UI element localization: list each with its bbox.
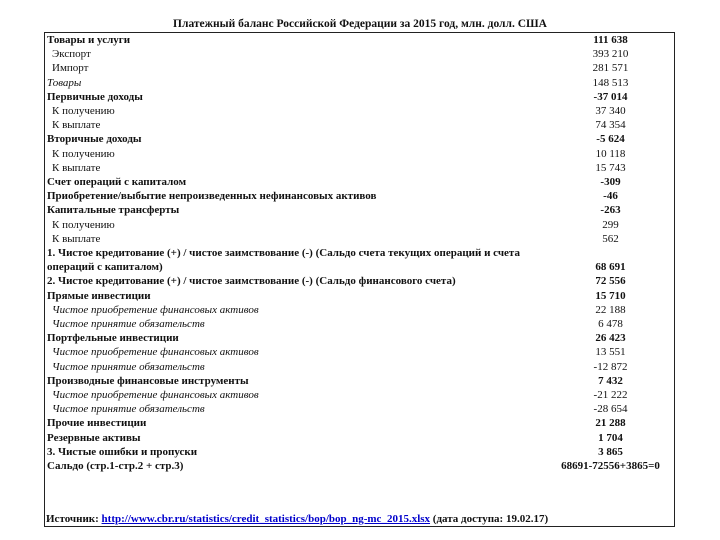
row-value: -5 624 (596, 133, 625, 146)
table-row (44, 175, 674, 189)
row-value: 22 188 (595, 303, 626, 316)
row-value: 562 (602, 232, 619, 245)
table-row (44, 189, 674, 203)
table-row (44, 402, 674, 416)
row-value: 299 (602, 218, 619, 231)
row-value: 37 340 (595, 105, 626, 118)
row-label: Чистое принятие обязательств (52, 403, 205, 416)
row-label: Резервные активы (47, 431, 141, 444)
row-label: Чистое приобретение финансовых активов (52, 389, 259, 402)
row-label: К получению (52, 147, 115, 160)
row-label: Капитальные трансферты (47, 204, 180, 217)
row-value: -309 (600, 176, 621, 189)
row-value: 68691-72556+3865=0 (561, 460, 660, 473)
table-row (44, 104, 674, 118)
table-row (44, 360, 674, 374)
document-title: Платежный баланс Российской Федерации за 2015 год, млн. долл. США (173, 18, 547, 30)
row-label: К получению (52, 218, 115, 231)
row-value: 393 210 (592, 48, 629, 61)
table-row (44, 47, 674, 61)
row-value: 13 551 (595, 346, 626, 359)
row-label: Первичные доходы (47, 90, 143, 103)
table-row (44, 61, 674, 75)
table-row (44, 445, 674, 459)
row-value: 26 423 (595, 332, 626, 345)
row-label: Товары и услуги (47, 34, 131, 46)
source-suffix: (дата доступа: 19.02.17) (430, 513, 549, 525)
row-value: 21 288 (595, 417, 626, 430)
row-label: Товары (47, 76, 82, 89)
row-value: 1 704 (598, 431, 623, 444)
table-row (44, 345, 674, 359)
row-value: 281 571 (592, 62, 629, 75)
table-row (44, 203, 674, 217)
table-row (44, 416, 674, 430)
table-row (44, 317, 674, 331)
row-value: -28 654 (593, 403, 628, 416)
row-label: К выплате (52, 161, 101, 174)
row-label: Чистое приобретение финансовых активов (52, 303, 259, 316)
row-label: Вторичные доходы (47, 133, 142, 146)
row-label: 2. Чистое кредитование (+) / чистое заимствование (-) (Сальдо финансового счета) (47, 275, 456, 288)
table-row (44, 374, 674, 388)
table-row (44, 459, 674, 473)
row-value: 7 432 (598, 374, 623, 387)
row-value: 3 865 (598, 445, 623, 458)
table-row (44, 274, 674, 288)
row-label: Сальдо (стр.1-стр.2 + стр.3) (47, 460, 184, 473)
row-value: -46 (603, 190, 618, 203)
row-value: 15 710 (595, 289, 626, 302)
table-row (44, 331, 674, 345)
row-label: 1. Чистое кредитование (+) / чистое заимствование (-) (Сальдо счета текущих операций и счета операций с капиталом) (47, 247, 520, 274)
row-value: -263 (600, 204, 621, 217)
row-label: Портфельные инвестиции (47, 332, 179, 345)
table-row (44, 218, 674, 232)
table-row (44, 388, 674, 402)
row-value: -37 014 (593, 90, 628, 103)
row-value: -21 222 (593, 389, 628, 402)
row-value: 10 118 (595, 147, 626, 160)
table-row (44, 90, 674, 104)
table-row (44, 76, 674, 90)
row-label: Экспорт (52, 48, 91, 61)
row-label: К получению (52, 105, 115, 118)
row-label: Чистое приобретение финансовых активов (52, 346, 259, 359)
row-label: Чистое принятие обязательств (52, 360, 205, 373)
table-row (44, 118, 674, 132)
table-row (44, 303, 674, 317)
row-label: Приобретение/выбытие непроизведенных нефинансовых активов (47, 190, 377, 203)
row-value: 6 478 (598, 318, 623, 331)
row-label: Импорт (52, 62, 89, 75)
table-row (44, 431, 674, 445)
row-label: Чистое принятие обязательств (52, 318, 205, 331)
source-link[interactable]: http://www.cbr.ru/statistics/credit_statistics/bop/bop_ng-mc_2015.xlsx (101, 513, 431, 525)
balance-table (44, 33, 674, 473)
row-label: 3. Чистые ошибки и пропуски (47, 445, 198, 458)
row-value: -12 872 (593, 360, 628, 373)
row-value: 15 743 (595, 161, 626, 174)
row-label: Счет операций с капиталом (47, 176, 187, 189)
row-label: Производные финансовые инструменты (47, 374, 249, 387)
table-row (44, 147, 674, 161)
row-value: 68 691 (595, 261, 626, 274)
table-row (44, 33, 674, 47)
table-row (44, 132, 674, 146)
row-value: 148 513 (592, 76, 629, 89)
row-label: Прямые инвестиции (47, 289, 151, 302)
row-label: К выплате (52, 119, 101, 132)
source-prefix: Источник: (46, 513, 102, 525)
row-label: К выплате (52, 232, 101, 245)
row-value: 111 638 (593, 34, 628, 46)
row-label: Прочие инвестиции (47, 417, 147, 430)
table-row (44, 289, 674, 303)
row-value: 74 354 (595, 119, 626, 132)
table-row (44, 161, 674, 175)
row-value: 72 556 (595, 275, 626, 288)
table-row (44, 246, 674, 274)
source-note (46, 513, 686, 525)
table-row (44, 232, 674, 246)
